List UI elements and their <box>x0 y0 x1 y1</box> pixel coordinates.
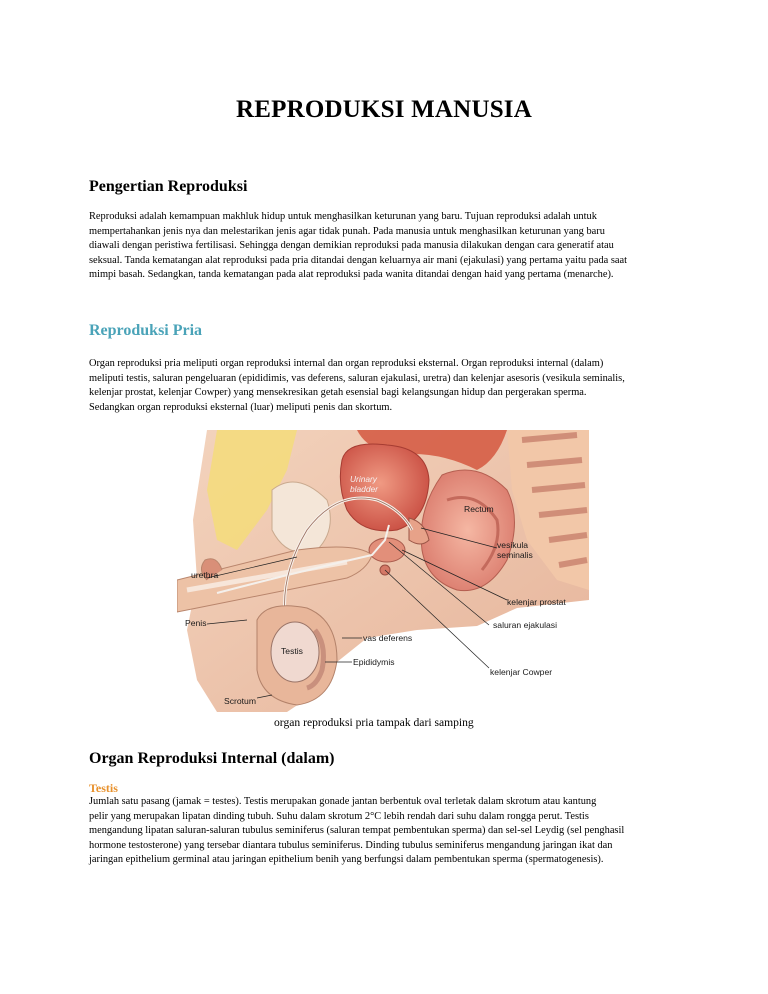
section-heading-pengertian: Pengertian Reproduksi <box>89 178 248 195</box>
text-line: Sedangkan organ reproduksi eksternal (luar) meliputi penis dan skortum. <box>89 401 393 413</box>
label-epididymis: Epididymis <box>353 657 395 667</box>
paragraph-testis <box>89 795 681 868</box>
text-line: kelenjar prostat, kelenjar Cowper) yang mensekresikan getah esensial bagi kelangsungan hidup dan pergerakan sperma. <box>89 387 587 399</box>
text-line: pelir yang merupakan lipatan dinding tubuh. Suhu dalam skrotum 2°C lebih rendah dari suhu dalam rongga perut. Testis <box>89 810 589 822</box>
label-urethra: urethra <box>191 570 219 580</box>
label-cowper: kelenjar Cowper <box>490 667 553 677</box>
label-testis: Testis <box>281 646 303 656</box>
text-line: diawali dengan peristiwa fertilisasi. Sehingga dengan demikian reproduksi pada manusia dilakukan dengan cara generatif atau <box>89 240 614 252</box>
label-penis: Penis <box>185 618 207 628</box>
text-line: jaringan epithelium germinal atau jaringan epithelium benih yang berfungsi dalam pembentukan sperma (spermatogenesis). <box>89 854 604 866</box>
label-scrotum: Scrotum <box>224 696 256 706</box>
subheading-testis: Testis <box>89 781 118 795</box>
label-ejakulasi: saluran ejakulasi <box>493 620 558 630</box>
text-line: mengandung lipatan saluran-saluran tubulus seminiferus (saluran tempat pembentukan sperma) dan sel-sel Leydig (sel penghasil <box>89 825 625 837</box>
text-line: seksual. Tanda kematangan alat reproduksi pada pria ditandai dengan keluarnya air mani (ejakulasi) yang pertama yaitu pada saat <box>89 254 628 266</box>
label-urinary-bladder-1: Urinary <box>350 474 377 484</box>
page-title: REPRODUKSI MANUSIA <box>236 96 532 123</box>
label-vas-deferens: vas deferens <box>363 633 413 643</box>
paragraph-reproduksi-pria <box>89 357 681 415</box>
section-heading-reproduksi-pria: Reproduksi Pria <box>89 322 203 339</box>
anatomy-svg <box>177 430 589 712</box>
prostate-gland <box>369 538 405 562</box>
text-line: meliputi testis, saluran pengeluaran (epididimis, vas deferens, saluran ejakulasi, uretra) dan kelenjar asesoris (vesikula seminalis, <box>89 372 625 384</box>
paragraph-pengertian <box>89 210 681 283</box>
label-prostat: kelenjar prostat <box>507 597 566 607</box>
text-line: mimpi basah. Sedangkan, tanda kematangan pada alat reproduksi pada wanita ditandai dengan haid yang pertama (menarche). <box>89 269 614 281</box>
label-vesikula-2: seminalis <box>497 550 533 560</box>
text-line: hormone testosterone) yang tersebar diantara tubulus seminiferus. Dinding tubulus seminiferus mengandung jaringan ikat dan <box>89 839 613 851</box>
figure-caption: organ reproduksi pria tampak dari samping <box>274 716 474 729</box>
text-line: Organ reproduksi pria meliputi organ reproduksi internal dan organ reproduksi eksternal. Organ reproduksi internal (dalam) <box>89 358 604 369</box>
text-line: Jumlah satu pasang (jamak = testes). Testis merupakan gonade jantan berbentuk oval terletak dalam skrotum atau kantung <box>89 796 597 807</box>
anatomy-illustration <box>177 430 589 712</box>
text-line: mempertahankan jenis nya dan melestarikan jenis agar tidak punah. Pada manusia untuk menghasilkan keturunan yang baru <box>89 225 605 237</box>
label-urinary-bladder-2: bladder <box>350 484 378 494</box>
label-vesikula-1: vesikula <box>497 540 529 550</box>
text-line: Reproduksi adalah kemampuan makhluk hidup untuk menghasilkan keturunan yang baru. Tujuan reproduksi adalah untuk <box>89 211 597 222</box>
label-rectum: Rectum <box>464 504 494 514</box>
section-heading-organ-internal: Organ Reproduksi Internal (dalam) <box>89 750 335 767</box>
